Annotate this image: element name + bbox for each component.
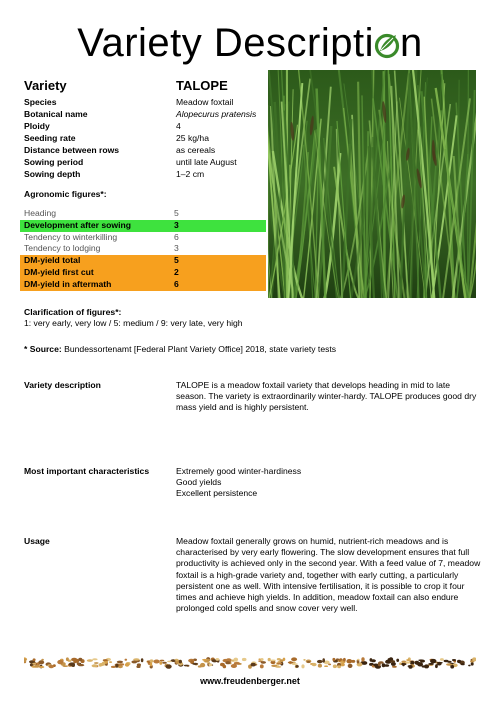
- grain-seed: [125, 663, 130, 667]
- grain-seed: [452, 659, 456, 661]
- agro-row-dm-total: [20, 255, 266, 267]
- grain-seed: [216, 658, 220, 661]
- grain-seed: [415, 661, 419, 665]
- grass-illustration: [268, 70, 476, 298]
- agro-row-lodging: [20, 243, 266, 255]
- grain-seed: [133, 658, 139, 661]
- grain-seed: [406, 659, 409, 661]
- grain-seed: [33, 658, 36, 661]
- grain-seed: [318, 664, 322, 668]
- grain-seed: [234, 658, 239, 662]
- grain-seed: [390, 660, 395, 663]
- agro-value: 3: [174, 243, 179, 254]
- agro-key: Heading: [24, 208, 57, 218]
- grain-seed: [71, 658, 77, 662]
- grain-seed: [57, 660, 63, 664]
- characteristics-label: Most important characteristics: [24, 466, 150, 476]
- agro-row-dm-first-cut: [20, 267, 266, 279]
- grain-seed: [49, 665, 54, 668]
- grain-seed: [322, 658, 325, 662]
- grain-seed: [78, 664, 84, 666]
- grain-seed: [424, 664, 429, 668]
- grain-seed: [468, 665, 471, 667]
- agronomic-table: [20, 208, 266, 291]
- grain-seed: [184, 665, 189, 667]
- info-value: until late August: [176, 157, 237, 167]
- description-text: TALOPE is a meadow foxtail variety that develops heading in mid to late season. The variety is extraordinarily winter-hardy. TALOPE produces good dry mass yield and is highly persistent.: [176, 380, 477, 413]
- variety-name: TALOPE: [176, 78, 228, 93]
- grain-seed: [162, 662, 167, 664]
- info-key: Ploidy: [24, 121, 50, 131]
- agro-value: 2: [174, 266, 179, 277]
- grain-seed: [457, 660, 461, 663]
- grain-seed: [119, 663, 124, 665]
- grain-seed: [141, 658, 144, 662]
- grain-seed: [292, 663, 298, 665]
- characteristic-item: Extremely good winter-hardiness: [176, 466, 302, 476]
- grain-seed: [396, 659, 399, 662]
- grain-seed: [333, 665, 337, 669]
- grain-seed: [222, 663, 225, 667]
- info-value: as cereals: [176, 145, 216, 155]
- leaf-logo-icon: [374, 29, 400, 59]
- grain-seed: [231, 664, 237, 668]
- info-value: 1–2 cm: [176, 169, 205, 179]
- grain-seed: [198, 665, 202, 667]
- grain-seed: [78, 658, 82, 661]
- info-row-ploidy: [24, 120, 264, 132]
- grain-seed: [418, 659, 423, 661]
- grain-seed: [430, 659, 436, 663]
- characteristic-item: Excellent persistence: [176, 488, 258, 499]
- clarification-heading: Clarification of figures*:: [24, 307, 122, 317]
- grain-seed: [258, 658, 260, 660]
- grain-seed: [370, 658, 373, 662]
- info-key: Sowing period: [24, 157, 84, 167]
- grain-seed: [378, 662, 381, 666]
- grain-seed: [261, 661, 266, 664]
- grain-seed: [137, 663, 141, 666]
- grain-seed: [288, 661, 294, 663]
- grain-seed: [159, 661, 162, 664]
- info-row-sowing-depth: [24, 168, 264, 180]
- grain-seed: [202, 659, 207, 661]
- info-value: 4: [176, 121, 181, 131]
- grain-seed: [71, 664, 75, 667]
- grain-seed: [251, 663, 256, 667]
- agro-key: DM-yield in aftermath: [24, 278, 112, 289]
- grain-seed: [92, 658, 98, 660]
- grain-seed: [92, 664, 98, 667]
- agro-row-heading: [20, 208, 266, 220]
- agro-key: Tendency to lodging: [24, 243, 101, 254]
- agro-key: Tendency to winterkilling: [24, 231, 118, 242]
- agro-value: 5: [174, 255, 179, 266]
- grain-seed: [301, 664, 304, 668]
- grain-seed: [280, 659, 284, 662]
- clarification-text: 1: very early, very low / 5: medium / 9: very late, very high: [24, 318, 243, 328]
- info-key: Seeding rate: [24, 133, 76, 143]
- grain-seed: [175, 659, 179, 661]
- grain-seed: [399, 662, 401, 665]
- info-row-sowing-period: [24, 156, 264, 168]
- usage-label: Usage: [24, 536, 50, 546]
- info-key: Sowing depth: [24, 169, 81, 179]
- grain-seed: [324, 665, 328, 667]
- characteristic-item: Good yields: [176, 477, 222, 488]
- grain-seed: [303, 659, 305, 661]
- grain-seed: [328, 664, 331, 666]
- page-title: [0, 18, 500, 68]
- grain-seed: [225, 661, 230, 664]
- grain-seed: [153, 660, 159, 664]
- grain-seed: [242, 658, 247, 661]
- grain-seed: [348, 664, 353, 668]
- grain-seed: [408, 665, 412, 669]
- agro-key: Development after sowing: [24, 219, 131, 230]
- agronomic-heading: Agronomic figures*:: [24, 189, 107, 199]
- characteristics-list: [176, 466, 481, 500]
- title-text-end: n: [399, 21, 423, 65]
- info-row-seeding: [24, 132, 264, 144]
- grain-seed: [179, 660, 182, 664]
- grain-seed: [115, 664, 118, 668]
- grain-seed: [117, 661, 123, 664]
- grain-seed: [332, 658, 335, 661]
- grain-seed: [446, 663, 452, 666]
- grain-seed: [87, 659, 93, 662]
- info-key: Distance between rows: [24, 145, 120, 155]
- info-key: Species: [24, 97, 57, 107]
- info-row-botanical: [24, 108, 264, 120]
- grain-seed: [94, 662, 99, 664]
- grain-seed: [32, 663, 36, 665]
- usage-text: Meadow foxtail generally grows on humid, nutrient-rich meadows and is characterised by very early flowering. The slow development ensures that full productivity is achieved only in the second year. With a feed value of 7, meadow foxtail is a high-grade variety and, together with early cutting, a particularly persistent one as well. With intensive fertilisation, it is possible to crop it four times and achieve high yields. In addition, meadow foxtail can also endure prolonged cold spells and snow cover very well.: [176, 536, 481, 614]
- info-value: Meadow foxtail: [176, 97, 234, 107]
- grain-seed: [41, 659, 44, 661]
- grain-seed: [66, 657, 69, 661]
- agro-key: DM-yield first cut: [24, 266, 94, 277]
- grain-seed: [357, 659, 360, 661]
- grain-seed: [102, 662, 106, 666]
- footer-url: www.freudenberger.net: [200, 676, 300, 686]
- agro-row-dm-aftermath: [20, 279, 266, 291]
- grain-seed: [103, 659, 108, 661]
- grain-seed: [270, 660, 275, 662]
- info-value: Alopecurus pratensis: [176, 109, 257, 119]
- grain-seed: [63, 665, 69, 667]
- agro-row-development: [20, 220, 266, 232]
- grain-seed: [125, 659, 128, 661]
- agro-row-winterkilling: [20, 232, 266, 244]
- grain-seed: [440, 658, 444, 661]
- grain-seed: [312, 663, 317, 666]
- grain-seed: [38, 660, 44, 664]
- agro-value: 6: [174, 278, 179, 289]
- grain-seed: [111, 666, 116, 668]
- grain-seed: [382, 663, 386, 667]
- grain-seed: [209, 663, 213, 666]
- grain-seed: [109, 661, 112, 663]
- grain-strip-decoration: [24, 656, 476, 668]
- grain-seed: [341, 663, 344, 666]
- grain-seed: [461, 663, 465, 665]
- grain-seed: [291, 657, 297, 661]
- description-label: Variety description: [24, 380, 101, 390]
- source-text: Bundessortenamt [Federal Plant Variety Office] 2018, state variety tests: [64, 344, 337, 354]
- grain-seed: [437, 662, 443, 664]
- grain-seed: [337, 665, 341, 668]
- grain-seed: [260, 658, 263, 661]
- grain-seed: [160, 660, 165, 662]
- grain-seed: [166, 665, 172, 669]
- grain-seed: [34, 665, 40, 668]
- info-row-species: [24, 96, 264, 108]
- grain-seed: [351, 660, 355, 663]
- info-value: 25 kg/ha: [176, 133, 209, 143]
- grain-seed: [268, 658, 271, 661]
- grain-seed: [361, 657, 364, 661]
- agro-value: 5: [174, 208, 179, 218]
- grain-seed: [150, 659, 154, 662]
- grain-seed: [444, 660, 449, 662]
- grain-seed: [167, 661, 172, 663]
- agro-value: 3: [174, 219, 179, 230]
- source-label: * Source:: [24, 344, 62, 354]
- grain-seed: [343, 658, 346, 662]
- grain-seed: [307, 661, 311, 663]
- grain-seed: [171, 659, 175, 661]
- grain-seeds-illustration: [24, 657, 476, 669]
- title-text: Variety Descripti: [77, 21, 374, 65]
- grain-seed: [275, 666, 281, 668]
- grain-seed: [277, 662, 283, 664]
- grain-seed: [260, 664, 264, 668]
- grain-seed: [317, 660, 323, 663]
- clarification: [24, 307, 243, 329]
- variety-label: Variety: [24, 78, 67, 93]
- info-key: Botanical name: [24, 109, 88, 119]
- grain-seed: [392, 666, 397, 668]
- source-note: [24, 344, 336, 354]
- grain-seed: [192, 663, 198, 665]
- grain-seed: [401, 663, 406, 665]
- grass-photo: [268, 70, 476, 298]
- agro-value: 6: [174, 231, 179, 242]
- grain-seed: [295, 665, 298, 668]
- grain-seed: [405, 661, 410, 663]
- info-row-distance: [24, 144, 264, 156]
- agro-key: DM-yield total: [24, 255, 81, 266]
- grain-seed: [471, 662, 474, 665]
- info-table: [24, 96, 264, 180]
